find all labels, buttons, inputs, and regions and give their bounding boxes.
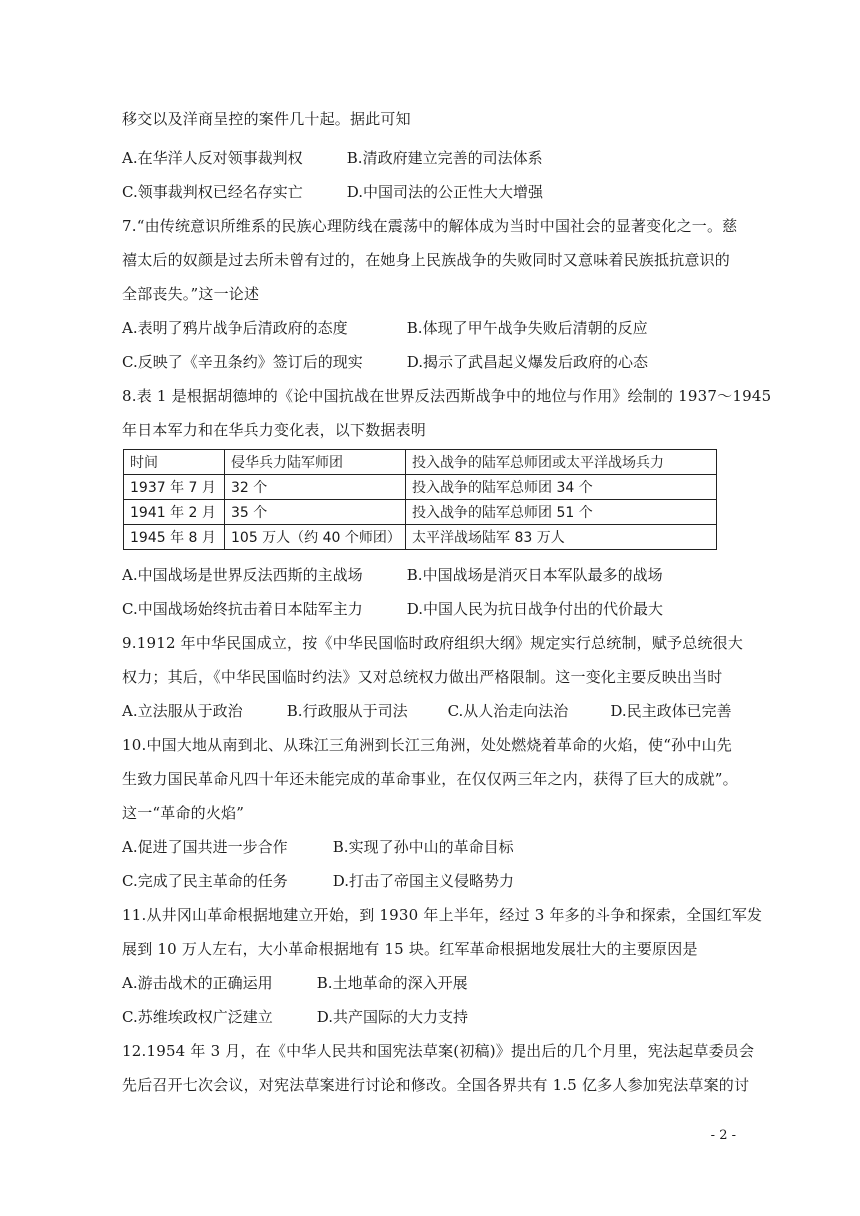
option-q11-c[interactable]: C.苏维埃政权广泛建立 — [122, 1008, 273, 1026]
table-header-cell: 投入战争的陆军总师团或太平洋战场兵力 — [406, 450, 717, 475]
question-7-text: 禧太后的奴颜是过去所未曾有过的，在她身上民族战争的失败同时又意味着民族抵抗意识的 — [122, 251, 731, 269]
option-q9-b[interactable]: B.行政服从于司法 — [286, 702, 408, 720]
option-q11-a[interactable]: A.游击战术的正确运用 — [122, 974, 273, 992]
options-q7-row1 — [122, 317, 648, 338]
question-11-text: 展到 10 万人左右，大小革命根据地有 15 块。红军革命根据地发展壮大的主要原因是 — [122, 940, 698, 958]
question-7-text: 全部丧失。”这一论述 — [122, 285, 260, 303]
option-q8-b[interactable]: B.中国战场是消灭日本军队最多的战场 — [406, 566, 663, 584]
table-row — [124, 500, 717, 525]
table-cell: 1945 年 8 月 — [124, 525, 225, 550]
option-q9-a[interactable]: A.立法服从于政治 — [122, 702, 243, 720]
options-q10-row1 — [122, 836, 514, 857]
options-q8-row2 — [122, 598, 663, 619]
question-8-text: 8.表 1 是根据胡德坤的《论中国抗战在世界反法西斯战争中的地位与作用》绘制的 1937～1945 — [122, 387, 772, 405]
options-q11-row1 — [122, 972, 468, 993]
options-q8-row1 — [122, 564, 663, 585]
options-q10-row2 — [122, 870, 514, 891]
table-cell: 太平洋战场陆军 83 万人 — [406, 525, 717, 550]
table-cell: 投入战争的陆军总师团 51 个 — [406, 500, 717, 525]
table-header-cell: 侵华兵力陆军师团 — [225, 450, 406, 475]
table-header-cell: 时间 — [124, 450, 225, 475]
option-q7-c[interactable]: C.反映了《辛丑条约》签订后的现实 — [122, 353, 363, 371]
question-9-text: 权力；其后，《中华民国临时约法》又对总统权力做出严格限制。这一变化主要反映出当时 — [122, 668, 723, 686]
option-q8-c[interactable]: C.中国战场始终抗击着日本陆军主力 — [122, 600, 363, 618]
question-10-text: 生致力国民革命凡四十年还未能完成的革命事业，在仅仅两三年之内，获得了巨大的成就”。 — [122, 770, 738, 788]
table-cell: 105 万人（约 40 个师团） — [225, 525, 406, 550]
option-q6-c[interactable]: C.领事裁判权已经名存实亡 — [122, 183, 303, 201]
question-11-text: 11.从井冈山革命根据地建立开始，到 1930 年上半年，经过 3 年多的斗争和探索，全国红军发 — [122, 906, 763, 924]
option-q7-b[interactable]: B.体现了甲午战争失败后清朝的反应 — [406, 319, 648, 337]
option-q7-d[interactable]: D.揭示了武昌起义爆发后政府的心态 — [406, 353, 649, 371]
table-row — [124, 525, 717, 550]
question-12-text: 12.1954 年 3 月，在《中华人民共和国宪法草案(初稿)》提出后的几个月里，宪法起草委员会 — [122, 1042, 755, 1060]
options-q7-row2 — [122, 351, 648, 372]
option-q10-c[interactable]: C.完成了民主革命的任务 — [122, 872, 288, 890]
question-12-text: 先后召开七次会议，对宪法草案进行讨论和修改。全国各界共有 1.5 亿多人参加宪法草案的讨 — [122, 1076, 750, 1094]
option-q6-d[interactable]: D.中国司法的公正性大大增强 — [346, 183, 544, 201]
page-number: - 2 - — [710, 1128, 736, 1143]
table-cell: 35 个 — [225, 500, 406, 525]
question-10-text: 这一“革命的火焰” — [122, 804, 245, 822]
options-q9-row — [122, 700, 732, 721]
table-cell: 32 个 — [225, 475, 406, 500]
options-q6-row1 — [122, 147, 543, 168]
table-row — [124, 475, 717, 500]
option-q11-d[interactable]: D.共产国际的大力支持 — [316, 1008, 469, 1026]
option-q9-c[interactable]: C.从人治走向法治 — [447, 702, 569, 720]
options-q11-row2 — [122, 1006, 468, 1027]
table-cell: 1941 年 2 月 — [124, 500, 225, 525]
option-q10-b[interactable]: B.实现了孙中山的革命目标 — [332, 838, 514, 856]
option-q11-b[interactable]: B.土地革命的深入开展 — [316, 974, 468, 992]
option-q6-b[interactable]: B.清政府建立完善的司法体系 — [346, 149, 543, 167]
option-q7-a[interactable]: A.表明了鸦片战争后清政府的态度 — [122, 319, 348, 337]
options-q6-row2 — [122, 181, 543, 202]
table-cell: 1937 年 7 月 — [124, 475, 225, 500]
text-line: 移交以及洋商呈控的案件几十起。据此可知 — [122, 110, 411, 128]
option-q8-d[interactable]: D.中国人民为抗日战争付出的代价最大 — [406, 600, 664, 618]
question-10-text: 10.中国大地从南到北、从珠江三角洲到长江三角洲，处处燃烧着革命的火焰，使“孙中山先 — [122, 736, 732, 754]
question-8-text: 年日本军力和在华兵力变化表，以下数据表明 — [122, 421, 427, 439]
question-9-text: 9.1912 年中华民国成立，按《中华民国临时政府组织大纲》规定实行总统制，赋予总统很大 — [122, 634, 744, 652]
option-q10-a[interactable]: A.促进了国共进一步合作 — [122, 838, 288, 856]
option-q10-d[interactable]: D.打击了帝国主义侵略势力 — [332, 872, 515, 890]
question-7-text: 7.“由传统意识所维系的民族心理防线在震荡中的解体成为当时中国社会的显著变化之一。慈 — [122, 217, 738, 235]
option-q6-a[interactable]: A.在华洋人反对领事裁判权 — [122, 149, 303, 167]
table-cell: 投入战争的陆军总师团 34 个 — [406, 475, 717, 500]
option-q9-d[interactable]: D.民主政体已完善 — [610, 702, 732, 720]
table-header-row — [124, 450, 717, 475]
troop-table — [123, 449, 717, 550]
option-q8-a[interactable]: A.中国战场是世界反法西斯的主战场 — [122, 566, 363, 584]
